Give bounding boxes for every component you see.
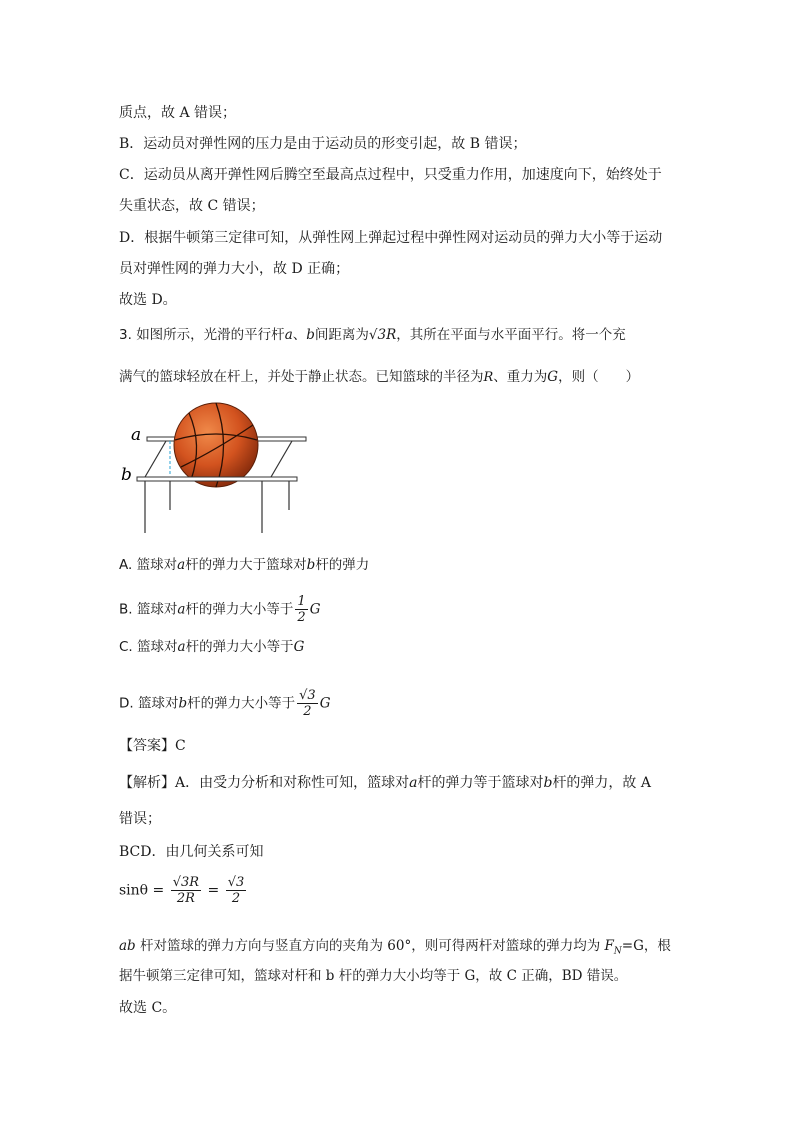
analysis-label: 【解析】 bbox=[119, 775, 175, 791]
equation-sin-theta: sinθ = $\frac{√3R}{2R}$ = $\frac{√3}{2}$ bbox=[119, 875, 245, 906]
rod-b bbox=[137, 477, 297, 481]
text-line-2: B．运动员对弹性网的压力是由于运动员的形变引起，故 B 错误； bbox=[119, 136, 527, 152]
text-line-1: 质点，故 A 错误； bbox=[119, 105, 237, 121]
option-b: B. 篮球对a杆的弹力大小等于 $\frac{1}{2}$ G bbox=[119, 594, 321, 625]
analysis-line-7: 故选 C。 bbox=[119, 1000, 177, 1016]
text-line-7: 故选 D。 bbox=[119, 292, 177, 308]
basketball bbox=[174, 403, 258, 487]
answer-label: 【答案】 bbox=[119, 738, 175, 754]
option-c: C. 篮球对a杆的弹力大小等于G bbox=[119, 639, 305, 655]
label-b: b bbox=[121, 465, 132, 485]
fraction-one-half: $\frac{1}{2}$ bbox=[297, 594, 306, 625]
question-line-1: 3. 如图所示，光滑的平行杆a、b间距离为√3R，其所在平面与水平面平行。将一个充 bbox=[119, 327, 626, 343]
analysis-line-5: ab 杆对篮球的弹力方向与竖直方向的夹角为 60°，则可得两杆对篮球的弹力均为 $F_N=G$，根 bbox=[119, 938, 671, 957]
fraction-sqrt3-half: $\frac{√3}{2}$ bbox=[299, 688, 316, 719]
rod-a-right-brace bbox=[271, 441, 292, 477]
text-line-5: D．根据牛顿第三定律可知，从弹性网上弹起过程中弹性网对运动员的弹力大小等于运动 bbox=[119, 230, 663, 246]
text-line-4: 失重状态，故 C 错误； bbox=[119, 198, 265, 214]
option-d: D. 篮球对b杆的弹力大小等于 $\frac{√3}{2}$ G bbox=[119, 688, 331, 719]
equation-fraction-2: $\frac{√3}{2}$ bbox=[227, 875, 245, 906]
answer-line bbox=[119, 736, 186, 756]
text-line-6: 员对弹性网的弹力大小，故 D 正确； bbox=[119, 261, 350, 277]
analysis-line-1: 【解析】A．由受力分析和对称性可知，篮球对a杆的弹力等于篮球对b杆的弹力，故 A bbox=[119, 775, 651, 791]
equation-fraction-1: $\frac{√3R}{2R}$ bbox=[172, 875, 200, 906]
analysis-line-6: 据牛顿第三定律可知，篮球对杆和 b 杆的弹力大小均等于 G，故 C 正确，BD 错误。 bbox=[119, 968, 628, 984]
option-a: A. 篮球对a杆的弹力大于篮球对b杆的弹力 bbox=[119, 557, 370, 573]
question-line-2: 满气的篮球轻放在杆上，并处于静止状态。已知篮球的半径为R、重力为G，则（ ） bbox=[119, 369, 640, 385]
label-a: a bbox=[131, 425, 142, 445]
rod-a-left-brace bbox=[145, 441, 166, 477]
rods-basketball-figure bbox=[119, 400, 319, 540]
analysis-line-2: 错误； bbox=[119, 811, 161, 827]
text-line-3: C．运动员从离开弹性网后腾空至最高点过程中，只受重力作用，加速度向下，始终处于 bbox=[119, 167, 662, 183]
analysis-line-3: BCD．由几何关系可知 bbox=[119, 844, 264, 860]
answer-value: C bbox=[175, 738, 186, 754]
question-number: 3. bbox=[119, 327, 132, 343]
